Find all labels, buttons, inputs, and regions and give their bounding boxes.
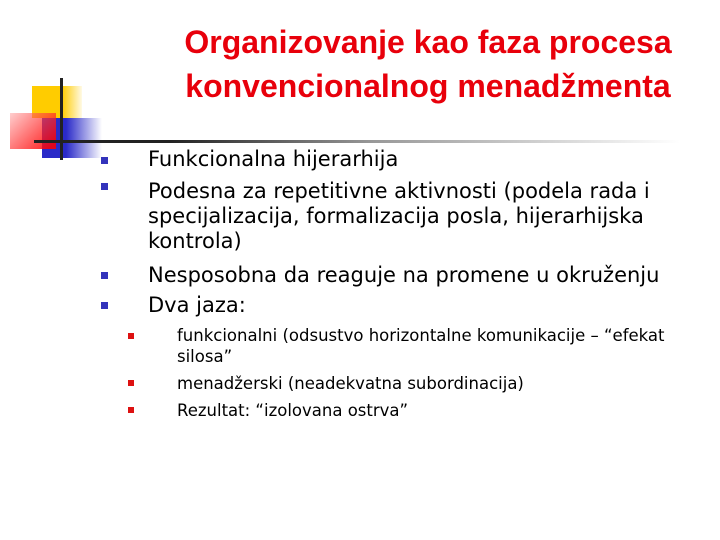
title-line-2: konvencionalnog menadžmenta <box>185 68 671 104</box>
bullet-icon <box>101 302 108 309</box>
bullet-icon <box>101 157 108 164</box>
bullet-text: Funkcionalna hijerarhija <box>148 147 399 171</box>
sub-bullet-icon <box>128 333 134 339</box>
sub-bullet-icon <box>128 380 134 386</box>
sub-bullet-text: funkcionalni (odsustvo horizontalne komunikacije – “efekat silosa” <box>177 326 665 366</box>
bullet-icon <box>101 183 108 190</box>
bullet-icon <box>101 272 108 279</box>
sub-bullet-icon <box>128 407 134 413</box>
title-divider-line <box>34 140 714 143</box>
sub-bullet-text: Rezultat: “izolovana ostrva” <box>177 401 409 420</box>
bullet-text: Nesposobna da reaguje na promene u okruženju <box>148 263 660 287</box>
bullet-text: Dva jaza: <box>148 293 246 317</box>
logo-red-square <box>10 113 56 149</box>
slide-title <box>150 20 706 108</box>
sub-bullet-text: menadžerski (neadekvatna subordinacija) <box>177 374 524 393</box>
logo-vertical-line <box>60 78 63 160</box>
bullet-text: Podesna za repetitivne aktivnosti (podela rada i specijalizacija, formalizacija posla, hijerarhijska kontrola) <box>148 179 650 253</box>
title-line-1: Organizovanje kao faza procesa <box>184 24 672 60</box>
